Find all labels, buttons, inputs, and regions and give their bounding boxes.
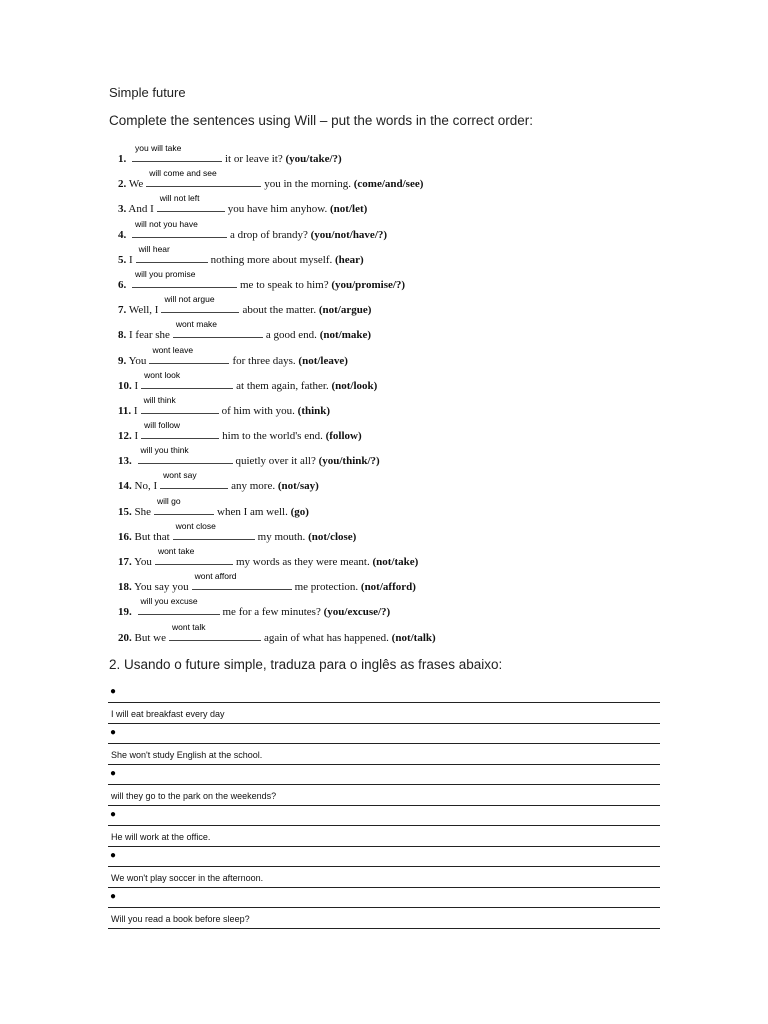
sentence-end: about the matter. [242,304,317,317]
answer-blank[interactable] [154,495,214,515]
answer-blank[interactable] [160,470,228,489]
sentence-start: She [134,505,151,518]
exercise-number: 5. [118,253,127,266]
answer-line [108,764,660,765]
answer-blank[interactable] [173,319,263,338]
word-hint: (not/close) [308,530,357,543]
word-hint: (you/think/?) [318,455,380,468]
answer-line [108,723,660,724]
translation-list [108,684,660,930]
exercise-list [118,143,538,647]
divider-line [108,907,660,908]
filled-answer: wont close [175,520,216,531]
translation-answer[interactable]: will they go to the park on the weekends? [111,791,277,801]
exercise-number: 13. [118,455,132,468]
sentence-start: I fear she [129,329,170,342]
word-hint: (not/afford) [360,581,416,594]
answer-blank[interactable] [155,546,233,565]
answer-blank[interactable] [138,445,233,464]
filled-answer: will you think [140,445,189,456]
exercise-number: 12. [118,430,132,443]
divider-line [108,866,660,867]
sentence-end: a drop of brandy? [230,228,308,241]
word-hint: (not/say) [277,480,319,493]
translation-item [108,848,660,889]
filled-answer: will not you have [135,218,198,229]
sentence-end: me protection. [294,581,359,594]
translation-answer[interactable]: We won't play soccer in the afternoon. [111,873,264,883]
sentence-end: again of what has happened. [263,631,389,644]
filled-answer: will you promise [135,268,196,279]
translation-answer[interactable]: She won't study English at the school. [111,750,263,760]
bullet-icon: ● [110,686,117,697]
bullet-icon: ● [110,850,117,861]
instructions-text: Complete the sentences using Will – put the words in the correct order: [109,113,533,128]
exercise-number: 4. [118,228,127,241]
exercise-row [118,219,538,244]
sentence-end: you in the morning. [264,178,351,191]
sentence-end: it or leave it? [225,153,283,165]
translation-item [108,725,660,766]
filled-answer: wont take [157,546,195,556]
answer-blank[interactable] [132,143,222,162]
sentence-end: my mouth. [257,530,306,543]
word-hint: (think) [297,404,331,417]
filled-answer: wont look [144,369,181,380]
answer-blank[interactable] [132,218,227,238]
exercise-number: 19. [118,606,132,619]
sentence-end: a good end. [265,329,317,342]
filled-answer: wont say [163,470,197,481]
exercise-number: 15. [118,505,132,518]
answer-blank[interactable] [161,294,239,313]
filled-answer: will go [157,495,181,506]
exercise-number: 18. [118,581,132,594]
answer-blank[interactable] [192,571,292,590]
exercise-row [118,168,538,193]
word-hint: (not/look) [331,379,378,392]
filled-answer: will not argue [164,294,215,305]
sentence-start: I [133,404,138,417]
filled-answer: will you excuse [140,596,198,607]
divider-line [108,825,660,826]
exercise-row [118,496,538,521]
exercise-row [118,521,538,546]
sentence-end: my words as they were meant. [235,556,370,568]
filled-answer: will hear [138,243,170,254]
filled-answer: wont afford [194,571,237,582]
sentence-start: I [129,253,133,266]
bullet-icon: ● [110,768,117,779]
sentence-start: And I [128,203,154,216]
sentence-start: I [134,430,139,443]
filled-answer: wont leave [152,344,194,355]
exercise-number: 14. [118,480,132,493]
word-hint: (you/take/?) [285,153,342,165]
bullet-icon: ● [110,891,117,902]
sentence-end: at them again, father. [236,379,329,392]
section2-heading: 2. Usando o future simple, traduza para o inglês as frases abaixo: [109,657,503,672]
filled-answer: will not left [159,193,200,204]
answer-blank[interactable] [149,344,229,364]
translation-item [108,889,660,930]
translation-answer[interactable]: Will you read a book before sleep? [111,914,250,924]
sentence-start: But that [134,530,170,543]
answer-blank[interactable] [146,168,261,187]
sentence-start: We [128,178,144,191]
sentence-end: for three days. [232,354,296,367]
word-hint: (not/let) [330,203,368,216]
word-hint: (not/argue) [318,304,372,317]
word-hint: (come/and/see) [353,178,424,191]
answer-line [108,928,660,929]
exercise-row [118,269,538,294]
bullet-icon: ● [110,727,117,738]
exercise-row [118,370,538,395]
answer-blank[interactable] [157,193,225,212]
word-hint: (not/take) [372,556,419,568]
exercise-number: 3. [118,203,127,216]
exercise-row [118,143,538,168]
exercise-row [118,319,538,344]
answer-blank[interactable] [136,243,208,263]
word-hint: (you/excuse/?) [323,606,391,619]
exercise-row [118,596,538,621]
exercise-number: 7. [118,304,127,317]
translation-item [108,766,660,807]
filled-answer: wont make [175,319,218,330]
worksheet-title: Simple future [109,85,186,100]
divider-line [108,743,660,744]
exercise-row [118,345,538,370]
exercise-row [118,622,538,647]
exercise-number: 11. [118,404,132,417]
exercise-row [118,193,538,218]
word-hint: (you/not/have/?) [310,228,388,241]
filled-answer: wont talk [171,621,206,632]
word-hint: (go) [290,505,309,518]
sentence-end: you have him anyhow. [227,203,328,216]
answer-line [108,887,660,888]
exercise-number: 20. [118,631,132,644]
sentence-start: Well, I [128,304,159,317]
word-hint: (hear) [335,253,364,266]
exercise-row [118,294,538,319]
sentence-end: when I am well. [217,505,288,518]
answer-blank[interactable] [141,420,219,439]
sentence-start: You say you [134,581,189,594]
exercise-row [118,244,538,269]
answer-blank[interactable] [138,596,220,615]
translation-item [108,684,660,725]
exercise-number: 1. [118,153,127,165]
bullet-icon: ● [110,809,117,820]
filled-answer: you will take [135,143,182,153]
word-hint: (you/promise/?) [331,278,406,291]
word-hint: (not/talk) [391,631,436,644]
sentence-end: any more. [231,480,276,493]
sentence-start: I [134,379,139,392]
sentence-start: You [128,354,147,367]
exercise-number: 17. [118,556,132,568]
exercise-number: 16. [118,530,132,543]
filled-answer: will come and see [149,168,217,179]
word-hint: (follow) [325,430,362,443]
sentence-end: nothing more about myself. [210,253,333,266]
exercise-number: 8. [118,329,127,342]
exercise-row [118,445,538,470]
answer-blank[interactable] [173,520,255,540]
answer-blank[interactable] [169,621,261,641]
exercise-row [118,470,538,495]
divider-line [108,784,660,785]
sentence-end: him to the world's end. [222,430,323,443]
word-hint: (not/make) [319,329,372,342]
answer-line [108,846,660,847]
answer-blank[interactable] [141,369,233,389]
answer-blank[interactable] [132,268,237,288]
sentence-end: me for a few minutes? [222,606,321,619]
exercise-row [118,571,538,596]
sentence-start: But we [134,631,166,644]
filled-answer: will follow [144,420,181,431]
exercise-row [118,546,538,571]
sentence-start: You [134,556,152,568]
exercise-row [118,420,538,445]
sentence-end: of him with you. [221,404,295,417]
filled-answer: will think [143,394,176,405]
exercise-number: 2. [118,178,127,191]
exercise-number: 9. [118,354,127,367]
exercise-number: 10. [118,379,132,392]
exercise-row [118,395,538,420]
divider-line [108,702,660,703]
sentence-start: No, I [134,480,158,493]
translation-item [108,807,660,848]
sentence-end: quietly over it all? [235,455,316,468]
exercise-number: 6. [118,278,127,291]
translation-answer[interactable]: He will work at the office. [111,832,211,842]
answer-blank[interactable] [141,394,219,414]
translation-answer[interactable]: I will eat breakfast every day [111,709,225,719]
word-hint: (not/leave) [298,354,348,367]
answer-line [108,805,660,806]
sentence-end: me to speak to him? [240,278,329,291]
